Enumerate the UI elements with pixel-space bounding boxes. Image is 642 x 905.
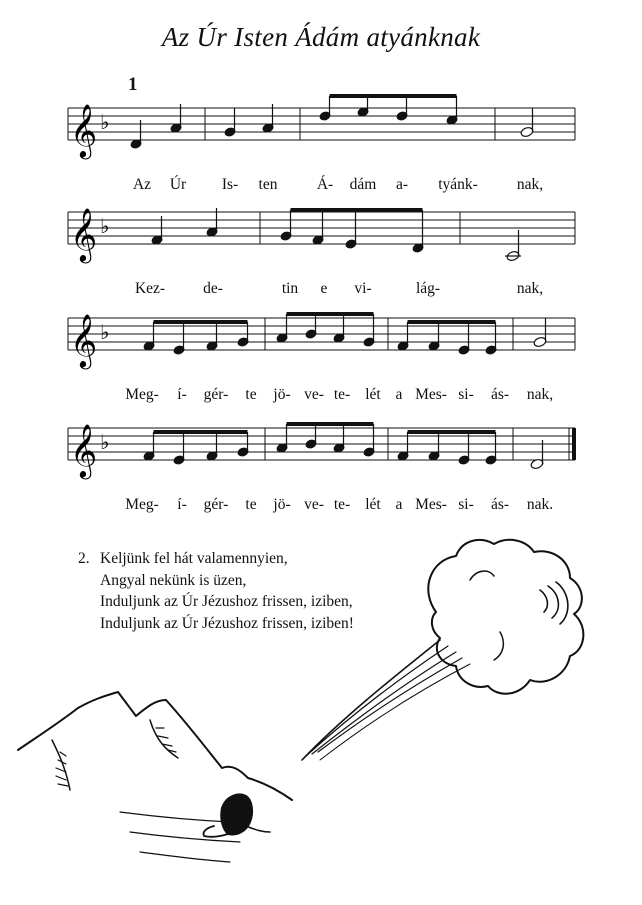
lyric-syllable: te [245,386,257,403]
lyric-syllable: tin [281,280,299,297]
lyric-syllable: jö- [273,386,291,403]
lyric-syllable: e [320,280,328,297]
lyric-syllable: Mes- [415,386,447,403]
lyric-syllable: a [395,496,403,513]
lyric-syllable: lét [365,386,381,403]
lyric-syllable: lét [365,496,381,513]
lyric-syllable: Meg- [125,386,159,403]
lyric-syllable: jö- [273,496,291,513]
lyric-syllable: si- [458,386,474,403]
lyric-syllable: Úr [169,176,187,193]
treble-clef-icon: 𝄞 [70,315,98,366]
treble-clef-icon: 𝄞 [70,105,98,156]
lyric-syllable: ás- [490,496,510,513]
lyric-syllable: Is- [221,176,239,193]
lyric-syllable: í- [177,496,187,513]
flat-icon: ♭ [100,322,110,344]
lyric-syllable: Mes- [415,496,447,513]
wind-icon [302,640,440,760]
stanza-line: Induljunk az Úr Jézushoz frissen, iziben, [100,593,353,610]
song-title: Az Úr Isten Ádám atyánknak [161,22,481,52]
lyric-syllable: Kez- [134,280,166,297]
flat-icon: ♭ [100,216,110,238]
lyric-syllable: tyánk- [438,176,478,193]
lyric-syllable: Az [132,176,152,193]
lyric-syllable: de- [203,280,223,297]
lyric-syllable: lág- [415,280,441,297]
flat-icon: ♭ [100,432,110,454]
flat-icon: ♭ [100,112,110,134]
lyric-syllable: nak, [516,280,544,297]
lyric-syllable: nak. [526,496,554,513]
stanza-number: 2. [78,550,90,567]
lyric-syllable: Meg- [125,496,159,513]
lyric-syllable: si- [458,496,474,513]
figure-icon [221,795,252,835]
lyric-syllable: nak, [526,386,554,403]
lyric-syllable: gér- [203,386,229,403]
lyric-syllable: ás- [490,386,510,403]
lyric-syllable: ve- [304,386,324,403]
verse-number: 1 [128,74,138,95]
lyric-syllable: vi- [354,280,372,297]
lyric-syllable: dám [349,176,377,193]
lyric-syllable: ten [258,176,278,193]
stanza-line: Angyal nekünk is üzen, [100,571,247,589]
treble-clef-icon: 𝄞 [70,425,98,476]
cloud-icon [428,540,583,694]
lyric-syllable: ve- [304,496,324,513]
lyric-syllable: a [395,386,403,403]
stanza-line: Keljünk fel hát valamennyien, [100,550,288,567]
lyric-syllable: gér- [203,496,229,513]
lyric-syllable: te- [333,496,351,513]
lyric-syllable: te [245,496,257,513]
lyric-syllable: Á- [316,176,334,193]
lyric-syllable: í- [177,386,187,403]
lyric-syllable: te- [333,386,351,403]
lyric-syllable: nak, [516,176,544,193]
stanza-line: Induljunk az Úr Jézushoz frissen, iziben! [100,614,354,632]
lyric-syllable: a- [395,176,409,193]
treble-clef-icon: 𝄞 [70,209,98,260]
